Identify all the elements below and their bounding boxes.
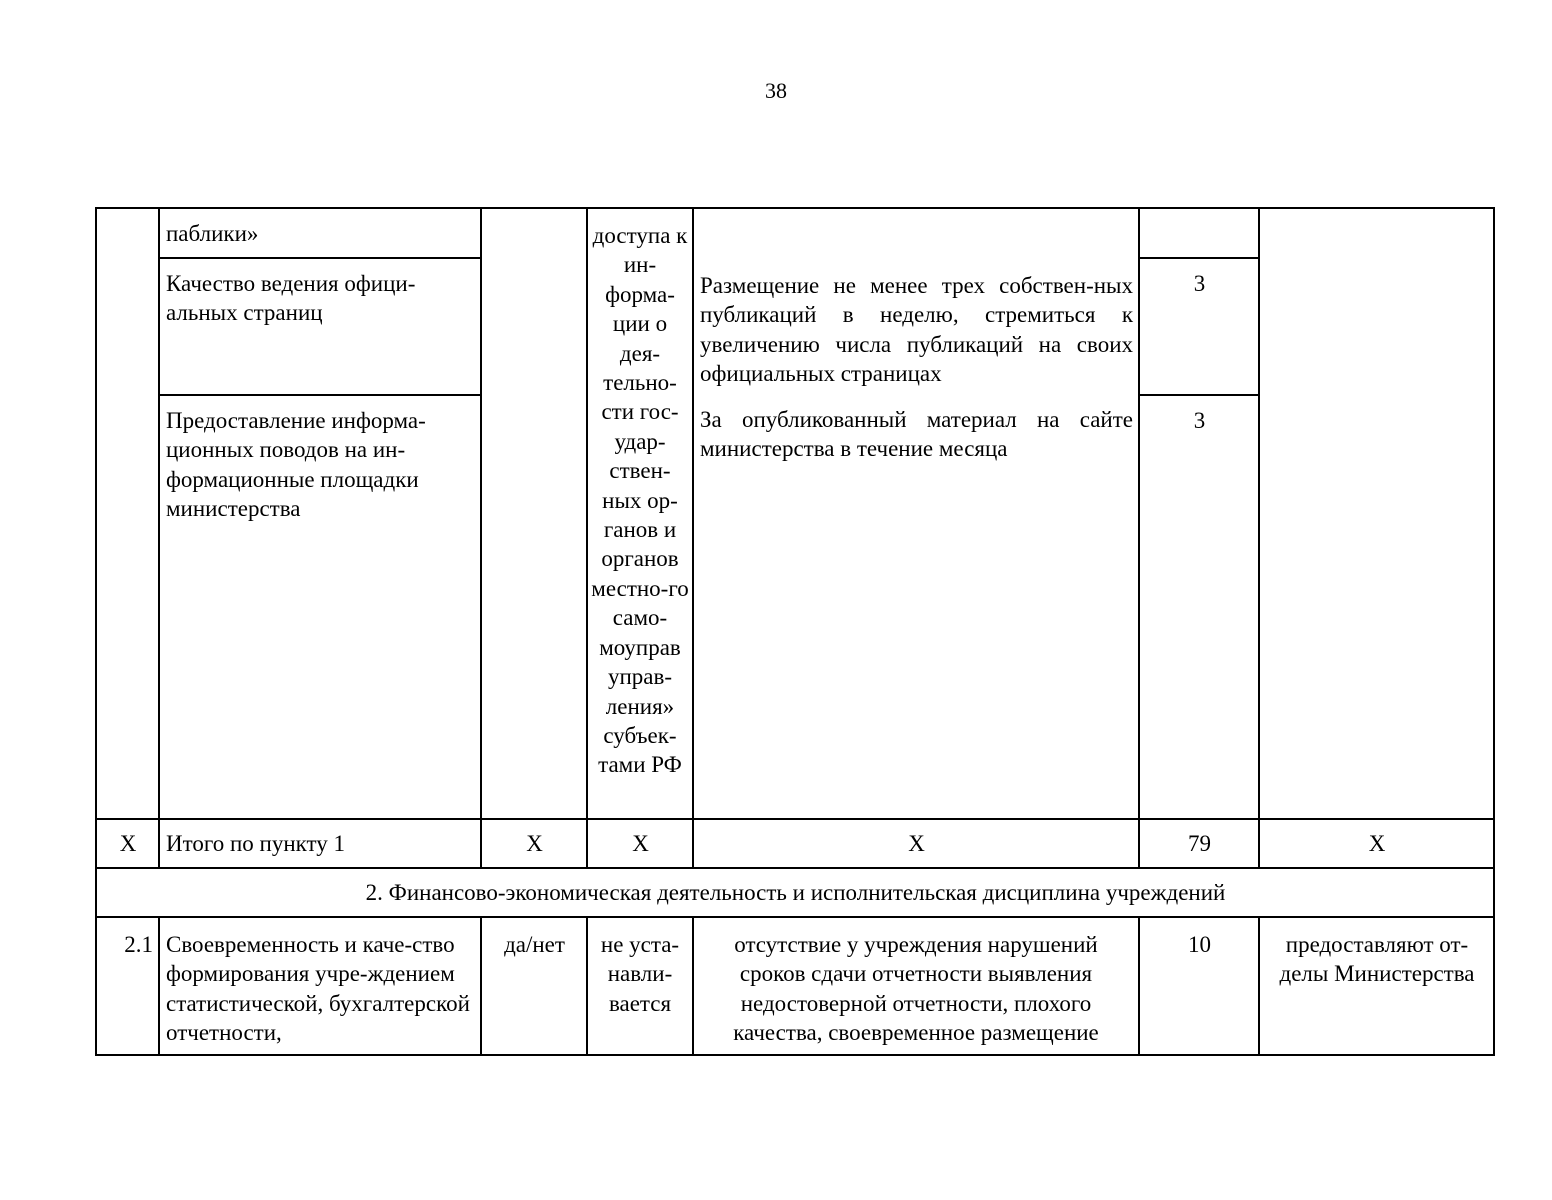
criteria-text-quality: Размещение не менее трех собствен-ных публикаций в неделю, стремиться к увеличению числа публикаций на своих официальных страницах: [700, 273, 1133, 387]
section-heading-cell: [96, 868, 1494, 917]
total-threshold-cell: [587, 819, 693, 868]
total-number: Х: [119, 830, 137, 856]
item-name-cell: [159, 917, 481, 1055]
number-cell-continued: [96, 208, 159, 819]
total-score: 79: [1188, 830, 1211, 856]
total-score-cell: [1139, 819, 1259, 868]
source-cell: [1259, 917, 1494, 1055]
criteria-cell: [693, 208, 1139, 819]
score-cell: [1139, 395, 1259, 819]
score-cell: [1139, 258, 1259, 395]
total-unit: Х: [526, 830, 543, 856]
criteria-text: отсутствие у учреждения нарушений сроков сдачи отчетности выявления недостоверной отчетности, плохого качества, своевременное размещение: [733, 932, 1099, 1046]
score-value: 10: [1188, 932, 1211, 957]
score-cell: [1139, 917, 1259, 1055]
item-name-text: паблики»: [166, 221, 259, 246]
total-source-cell: [1259, 819, 1494, 868]
total-name: Итого по пункту 1: [166, 830, 346, 856]
threshold-cell: [587, 208, 693, 819]
total-source: Х: [1368, 830, 1386, 856]
unit-text: да/нет: [504, 932, 565, 957]
source-cell-continued: [1259, 208, 1494, 819]
score-cell-empty: [1139, 208, 1259, 258]
threshold-text: не уста-навли-вается: [600, 932, 680, 1016]
source-text: предоставляют от-делы Министерства: [1279, 932, 1475, 987]
item-name-cell: [159, 395, 481, 819]
criteria-text-provide: За опубликованный материал на сайте министерства в течение месяца: [700, 407, 1133, 462]
total-criteria-cell: [693, 819, 1139, 868]
section-heading: 2. Финансово-экономическая деятельность и исполнительская дисциплина учреждений: [365, 879, 1226, 905]
total-threshold: Х: [632, 830, 649, 856]
threshold-text: доступа к ин-форма-ции о дея-тельно-сти гос-удар-ствен-ных ор-ганов и органов местно-го само-моуправ управ-ления» субъек-тами РФ: [591, 223, 689, 778]
item-name-text: Качество ведения офици-альных страниц: [166, 271, 416, 326]
row-number: 2.1: [124, 932, 153, 957]
item-name-cell: [159, 208, 481, 258]
score-value: 3: [1193, 271, 1206, 296]
threshold-cell: [587, 917, 693, 1055]
total-number-cell: [96, 819, 159, 868]
total-unit-cell: [481, 819, 587, 868]
total-name-cell: [159, 819, 481, 868]
score-value: 3: [1193, 408, 1206, 433]
row-number-cell: [96, 917, 159, 1055]
criteria-table: [95, 207, 1495, 1056]
item-name-cell: [159, 258, 481, 395]
unit-cell-continued: [481, 208, 587, 819]
page-number: 38: [765, 78, 787, 103]
total-criteria: Х: [908, 830, 925, 856]
unit-cell: [481, 917, 587, 1055]
item-name-text: Предоставление информа-ционных поводов на ин-формационные площадки министерства: [166, 408, 426, 522]
item-name-text: Своевременность и каче-ство формирования учре-ждением статистической, бухгалтерской отчетности,: [166, 932, 470, 1046]
criteria-cell: [693, 917, 1139, 1055]
